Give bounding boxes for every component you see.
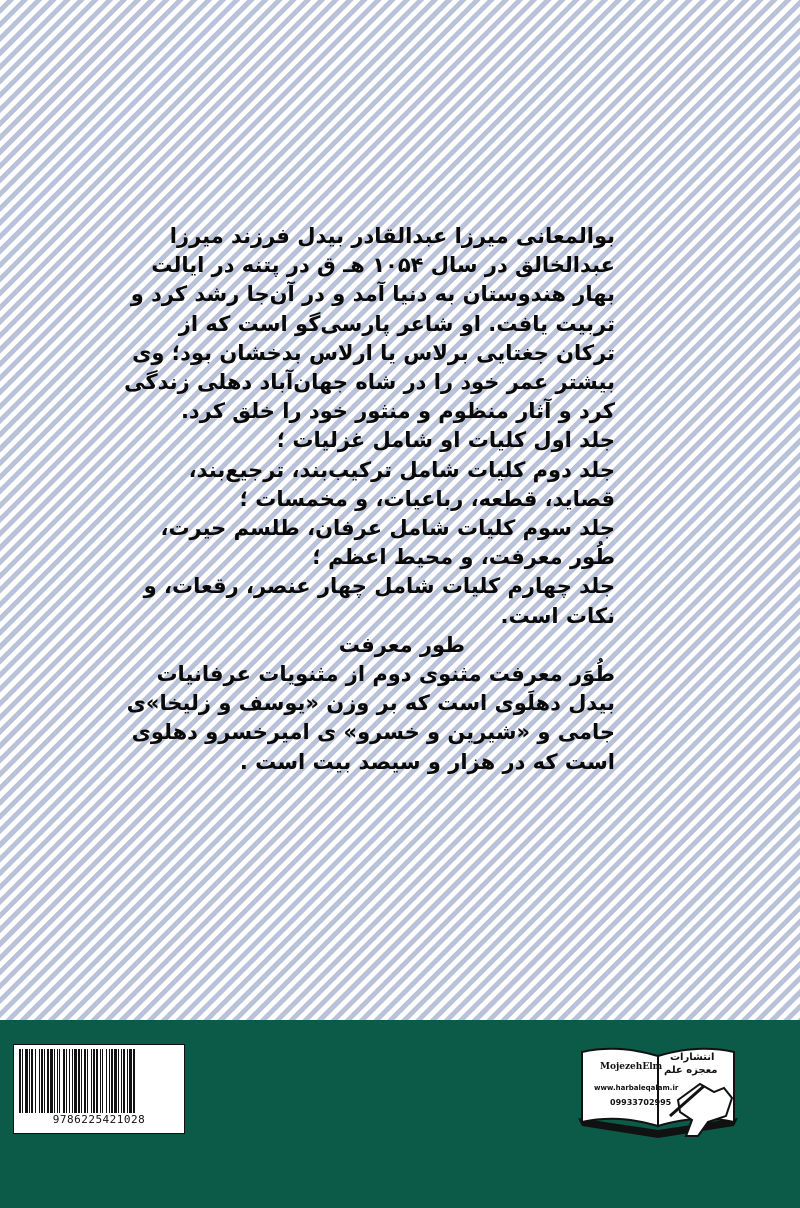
isbn-number: 9786225421028	[52, 1113, 146, 1126]
barcode-bar	[135, 1049, 136, 1113]
publisher-logo	[574, 1040, 742, 1144]
section-heading: طور معرفت	[338, 632, 465, 657]
logo-publications-label: انتشارات	[670, 1052, 715, 1063]
tour-marefat-paragraph: طُوَر معرفت مثنوی دوم از مثنویات عرفانیات بیدل دهلَوی است که بر وزن «یوسف و زلیخا»ی جامی و «شیرین و خسرو» ی امیرخسرو دهلوی است که در هزار و سیصد بیت است .	[126, 662, 615, 774]
logo-website: www.harbaleqalam.ir	[594, 1084, 679, 1092]
back-cover-text	[120, 222, 615, 777]
isbn-barcode	[13, 1044, 185, 1134]
bio-paragraph: بوالمعانی میرزا عبدالقادر بیدل فرزند میرزا عبدالخالق در سال ۱۰۵۴ هـ ق در پتنه در ایالت بهار هندوستان به دنیا آمد و در آن‌جا رشد کرد و تربیت یافت. او شاعر پارسی‌گو است که از ترکان جغتایی برلاس یا ارلاس بدخشان بود؛ وی بیشتر عمر خود را در شاه جهان‌آباد دهلی زندگی کرد و آثار منظوم و منثور خود را خلق کرد.	[124, 224, 615, 424]
volume-1-line: جلد اول کلیات او شامل غزلیات ؛	[276, 428, 615, 453]
volume-3-line: جلد سوم کلیات شامل عرفان، طلسم حیرت، طُور معرفت، و محیط اعظم ؛	[160, 516, 615, 570]
open-book-with-hand-and-pen-icon	[574, 1040, 742, 1144]
logo-publisher-name: معجزه علم	[664, 1065, 718, 1076]
logo-phone: 09933702995	[610, 1098, 672, 1107]
volume-4-line: جلد چهارم کلیات شامل چهار عنصر، رقعات، و نکات است.	[143, 574, 615, 628]
barcode-bars	[19, 1049, 179, 1113]
logo-english-name: MojezehElm	[600, 1062, 663, 1072]
volume-2-line: جلد دوم کلیات شامل ترکیب‌بند، ترجیع‌بند، قصاید، قطعه، رباعیات، و مخمسات ؛	[188, 457, 615, 511]
